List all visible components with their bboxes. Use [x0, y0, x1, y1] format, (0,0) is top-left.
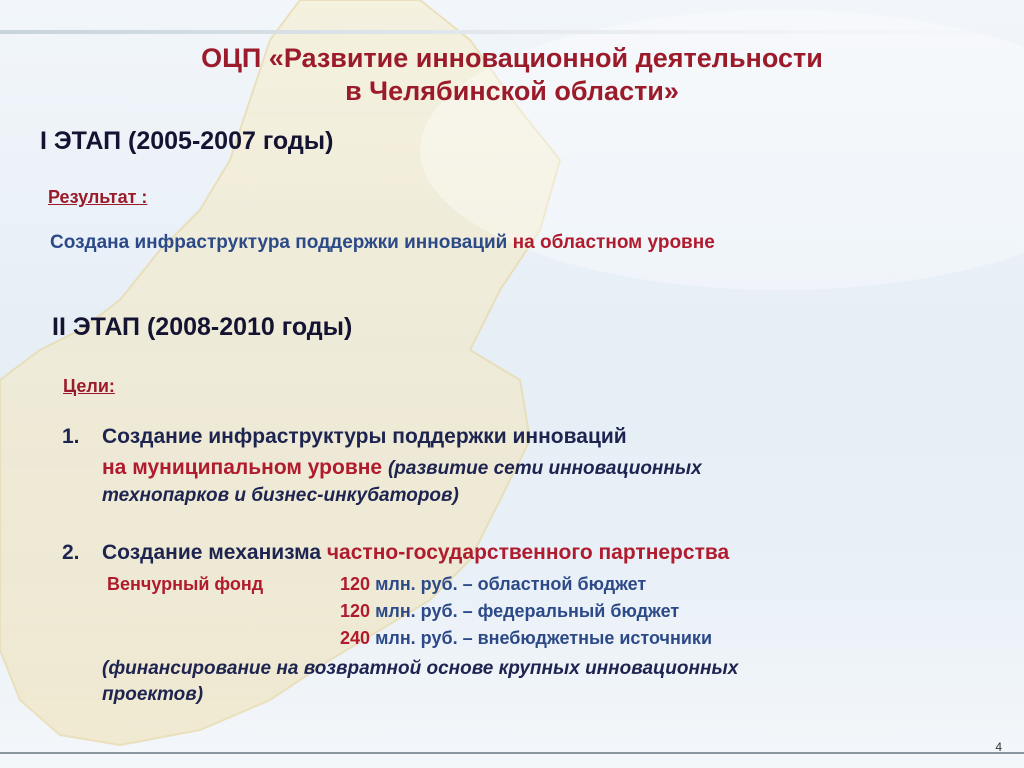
- venture-fund-label: Венчурный фонд: [107, 574, 264, 594]
- title-line-1: ОЦП «Развитие инновационной деятельности: [201, 43, 823, 73]
- fund-row: [340, 574, 646, 595]
- bottom-divider: [0, 752, 1024, 754]
- goal1-line1: Создание инфраструктуры поддержки инноваций: [102, 425, 627, 448]
- fund-amount: 120: [340, 601, 371, 621]
- page-number: 4: [995, 740, 1002, 754]
- financing-note-line2: проектов): [102, 684, 204, 705]
- result-text-main: Создана инфраструктура поддержки инноваций: [50, 232, 508, 253]
- stage1-heading: I ЭТАП (2005-2007 годы): [40, 127, 334, 155]
- goal1-line2: [102, 456, 702, 480]
- goal1-italic-part1: (развитие сети инновационных: [387, 458, 702, 479]
- goal1-number: 1.: [62, 425, 80, 448]
- title-line-2: в Челябинской области»: [345, 76, 679, 106]
- fund-source: млн. руб. – внебюджетные источники: [375, 628, 713, 648]
- goal2-highlight: частно-государственного партнерства: [326, 541, 730, 564]
- fund-row: [340, 628, 712, 649]
- goals-label: Цели:: [63, 376, 115, 396]
- fund-source: млн. руб. – областной бюджет: [375, 574, 647, 594]
- goal1-italic-part2: технопарков и бизнес-инкубаторов): [102, 485, 459, 506]
- result-label: Результат :: [48, 187, 148, 207]
- stage2-heading: II ЭТАП (2008-2010 годы): [52, 313, 353, 341]
- top-decorative-bar: [0, 30, 1024, 34]
- goal2-number: 2.: [62, 541, 80, 564]
- goal2-text: Создание механизма: [102, 541, 322, 564]
- fund-row: [340, 601, 679, 622]
- goal1-highlight: на муниципальном уровне: [102, 456, 383, 479]
- fund-amount: 240: [340, 628, 371, 648]
- slide-title: [0, 42, 1024, 108]
- fund-source: млн. руб. – федеральный бюджет: [375, 601, 680, 621]
- fund-amount: 120: [340, 574, 371, 594]
- result-text-highlight: на областном уровне: [512, 232, 715, 253]
- financing-note-line1: (финансирование на возвратной основе крупных инновационных: [102, 658, 739, 679]
- goal2-line1: [102, 541, 729, 565]
- result-text: [50, 232, 715, 254]
